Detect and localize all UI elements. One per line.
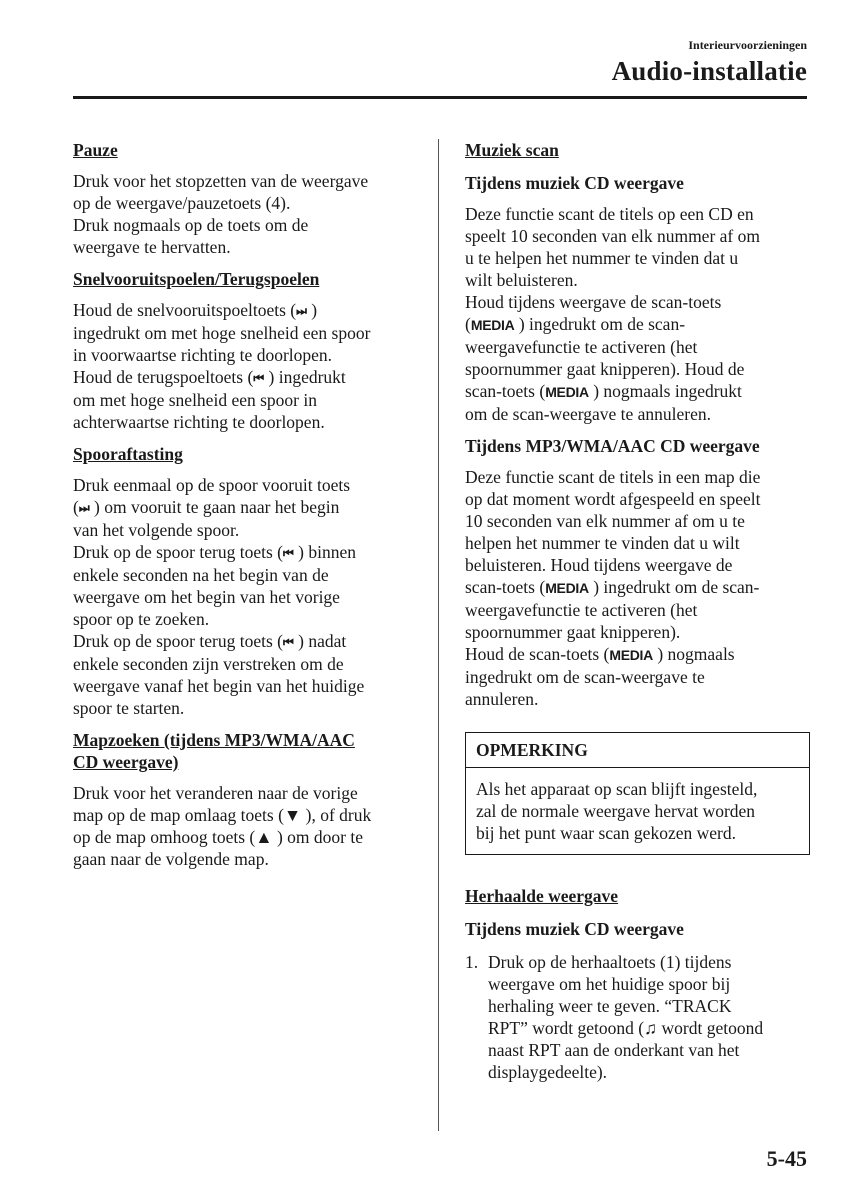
repeat-steps [465,951,810,1083]
music-scan-line: speelt 10 seconden van elk nummer af om [465,226,760,246]
music-scan-line: weergavefunctie te activeren (het [465,337,698,357]
repeat-heading: Herhaalde weergave [465,886,619,906]
track-scan-line: Druk op de spoor terug toets (⏮ ) nadat [73,631,347,651]
track-scan-line: spoor op te zoeken. [73,609,210,629]
ff-line: Houd de snelvooruitspoeltoets (⏭ ) [73,300,318,320]
right-column [465,139,810,1093]
mp3-scan-line: helpen het nummer te vinden dat u wilt [465,533,740,553]
ff-line: achterwaartse richting te doorlopen. [73,412,325,432]
repeat-step: 1. Druk op de herhaaltoets (1) tijdens weergave om het huidige spoor bij herhaling weer te geven. “TRACK RPT” wordt getoond (♫ wordt getoond naast RPT aan de onderkant van het displaygedeelte). [465,952,764,1082]
music-scan-line: om de scan-weergave te annuleren. [465,404,712,424]
page-number: 5-45 [766,1146,807,1171]
ff-line: om met hoge snelheid een spoor in [73,390,317,410]
mp3-scan-line: ingedrukt om de scan-weergave te [465,667,705,687]
music-scan-line: u te helpen het nummer te vinden dat u [465,248,739,268]
pause-line: op de weergave/pauzetoets (4). [73,193,291,213]
media-button-icon: MEDIA [545,580,589,596]
track-scan-line: enkele seconden zijn verstreken om de [73,654,344,674]
prev-track-icon: ⏮ [282,635,294,649]
music-scan-line: wilt beluisteren. [465,270,578,290]
folder-search-heading: Mapzoeken (tijdens MP3/WMA/AAC CD weergave) [73,730,355,772]
music-scan-heading: Muziek scan [465,140,559,160]
pause-heading: Pauze [73,140,118,160]
track-scan-section [73,443,423,719]
mp3-scan-line: 10 seconden van elk nummer af om u te [465,511,745,531]
pause-line: weergave te hervatten. [73,237,231,257]
ff-line: in voorwaartse richting te doorlopen. [73,345,333,365]
track-scan-line: Druk op de spoor terug toets (⏮ ) binnen [73,542,356,562]
ff-section [73,268,423,433]
mp3-scan-subheading: Tijdens MP3/WMA/AAC CD weergave [465,436,760,456]
note-title: OPMERKING [466,733,809,768]
folder-search-line: Druk voor het veranderen naar de vorige [73,783,358,803]
pause-line: Druk nogmaals op de toets om de [73,215,309,235]
page-title: Audio-installatie [611,56,807,86]
section-label: Interieurvoorzieningen [688,38,807,52]
mp3-scan-line: weergavefunctie te activeren (het [465,600,698,620]
mp3-scan-line: scan-toets (MEDIA ) ingedrukt om de scan- [465,577,760,597]
pause-section [73,139,423,258]
next-track-icon: ⏭ [78,501,90,515]
mp3-scan-line: annuleren. [465,689,539,709]
column-divider [438,139,439,1131]
mp3-scan-line: Deze functie scant de titels in een map die [465,467,761,487]
folder-search-line: map op de map omlaag toets (▼ ), of druk [73,805,372,825]
repeat-section [465,885,810,1083]
media-button-icon: MEDIA [545,384,589,400]
ff-line: ingedrukt om met hoge snelheid een spoor [73,323,371,343]
header-rule [73,96,807,99]
track-scan-line: enkele seconden na het begin van de [73,565,329,585]
track-scan-line: spoor te starten. [73,698,185,718]
mp3-scan-line: op dat moment wordt afgespeeld en speelt [465,489,761,509]
step-number: 1. [465,952,479,972]
note-line: bij het punt waar scan gekozen werd. [476,823,736,843]
track-scan-line: Druk eenmaal op de spoor vooruit toets [73,475,351,495]
pause-line: Druk voor het stopzetten van de weergave [73,171,369,191]
track-scan-line: weergave om het begin van het vorige [73,587,340,607]
media-button-icon: MEDIA [609,647,653,663]
folder-up-icon: ▲ [255,827,273,847]
folder-search-line: op de map omhoog toets (▲ ) om door te [73,827,363,847]
left-column [73,139,423,880]
music-scan-subheading: Tijdens muziek CD weergave [465,173,684,193]
note-line: Als het apparaat op scan blijft ingesteld, [476,779,758,799]
next-track-icon: ⏭ [296,304,307,318]
prev-track-icon: ⏮ [282,546,294,560]
note-body [466,768,809,854]
music-scan-line: (MEDIA ) ingedrukt om de scan- [465,314,686,334]
repeat-subheading: Tijdens muziek CD weergave [465,919,684,939]
track-scan-line: van het volgende spoor. [73,520,240,540]
ff-line: Houd de terugspoeltoets (⏮ ) ingedrukt [73,367,346,387]
music-scan-line: spoornummer gaat knipperen). Houd de [465,359,745,379]
music-scan-line: scan-toets (MEDIA ) nogmaals ingedrukt [465,381,742,401]
note-line: zal de normale weergave hervat worden [476,801,756,821]
mp3-scan-line: beluisteren. Houd tijdens weergave de [465,555,733,575]
music-scan-line: Deze functie scant de titels op een CD en [465,204,754,224]
media-button-icon: MEDIA [470,317,515,333]
track-scan-heading: Spooraftasting [73,444,183,464]
folder-search-line: gaan naar de volgende map. [73,849,269,869]
mp3-scan-line: spoornummer gaat knipperen). [465,622,681,642]
folder-down-icon: ▼ [283,805,302,825]
music-scan-section [465,139,810,710]
music-note-icon: ♫ [644,1018,658,1038]
note-box [465,732,810,855]
track-scan-line: weergave vanaf het begin van het huidige [73,676,365,696]
prev-track-icon: ⏮ [253,371,265,385]
ff-heading: Snelvooruitspoelen/Terugspoelen [73,269,320,289]
music-scan-line: Houd tijdens weergave de scan-toets [465,292,722,312]
track-scan-line: (⏭ ) om vooruit te gaan naar het begin [73,497,340,517]
folder-search-section [73,729,423,870]
mp3-scan-line: Houd de scan-toets (MEDIA ) nogmaals [465,644,735,664]
